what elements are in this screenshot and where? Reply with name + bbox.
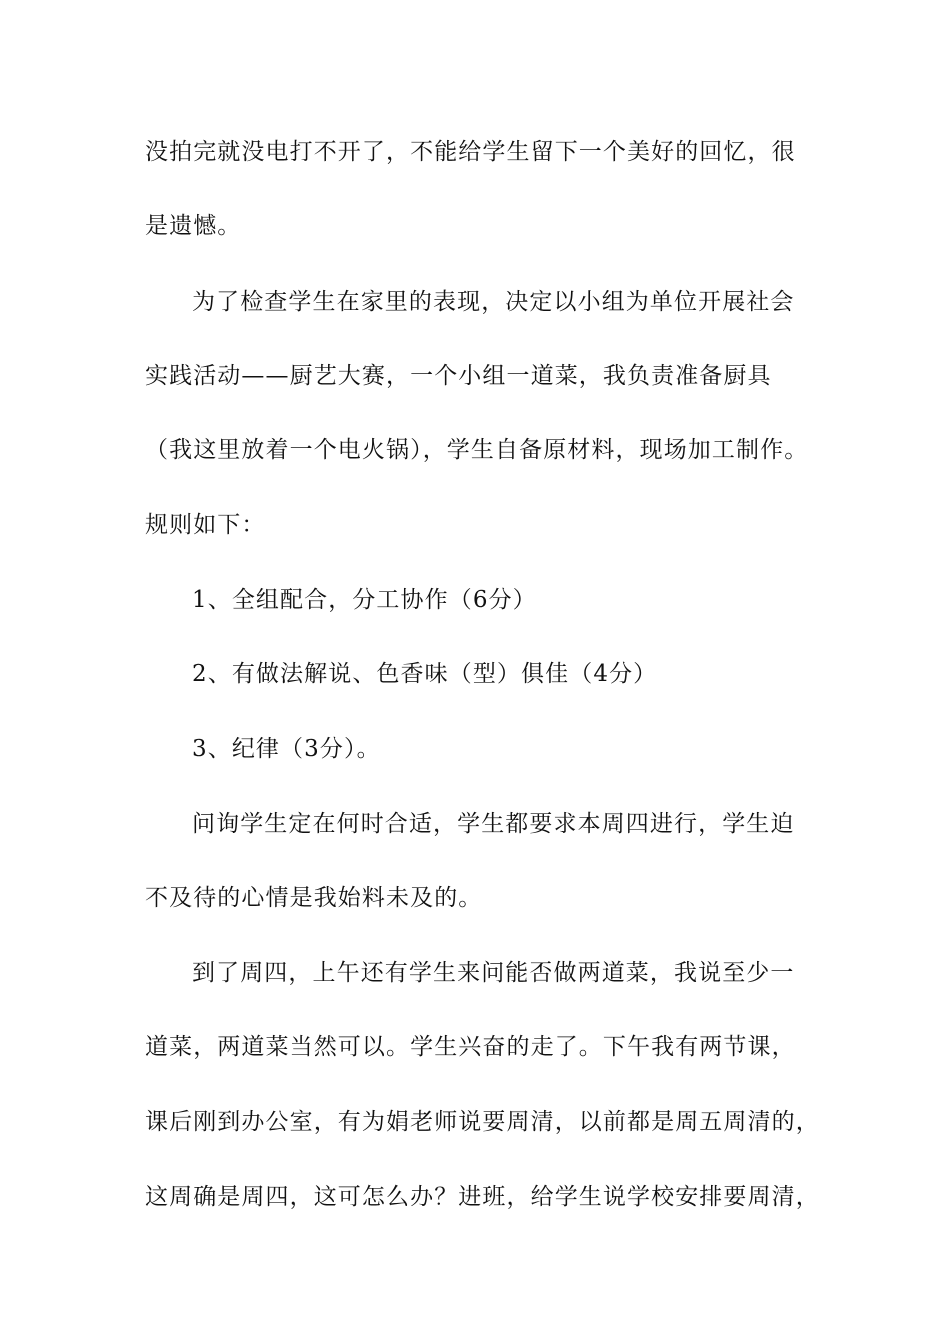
text-line: 是遗憾。: [145, 213, 242, 239]
text-line: 实践活动——厨艺大赛，一个小组一道菜，我负责准备厨具: [145, 363, 772, 389]
text-line: 课后刚到办公室，有为娟老师说要周清，以前都是周五周清的，: [145, 1109, 820, 1135]
text-line: 没拍完就没电打不开了，不能给学生留下一个美好的回忆，很: [145, 139, 796, 165]
rule-item-1: 1、全组配合，分工协作（6分）: [192, 587, 537, 613]
rule-item-3: 3、纪律（3分）。: [192, 736, 381, 762]
rule-item-2: 2、有做法解说、色香味（型）俱佳（4分）: [192, 661, 658, 687]
text-line: 不及待的心情是我始料未及的。: [145, 885, 483, 911]
text-line: 道菜，两道菜当然可以。学生兴奋的走了。下午我有两节课，: [145, 1034, 796, 1060]
text-line: （我这里放着一个电火锅），学生自备原材料，现场加工制作。: [145, 437, 809, 463]
paragraph-start-line: 到了周四，上午还有学生来问能否做两道菜，我说至少一: [192, 960, 795, 986]
text-line: 规则如下：: [145, 512, 266, 538]
paragraph-start-line: 为了检查学生在家里的表现，决定以小组为单位开展社会: [192, 289, 795, 315]
paragraph-start-line: 问询学生定在何时合适，学生都要求本周四进行，学生迫: [192, 811, 795, 837]
text-line: 这周确是周四，这可怎么办？进班，给学生说学校安排要周清，: [145, 1184, 820, 1210]
